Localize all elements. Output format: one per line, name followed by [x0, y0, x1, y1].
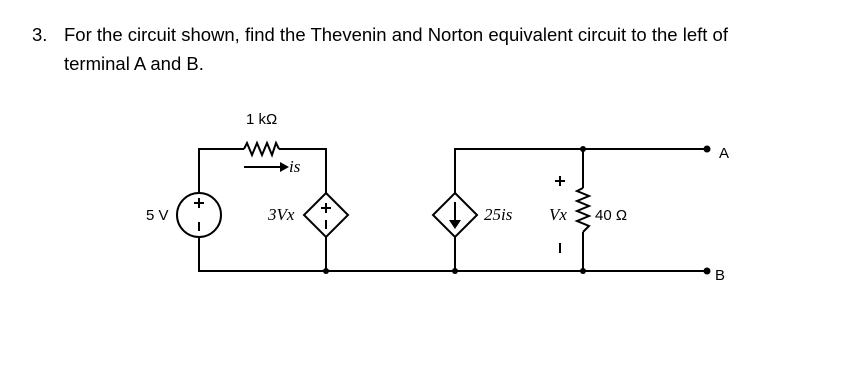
dep-voltage-source-label: 3Vx [268, 205, 295, 224]
current-is-arrowhead [280, 162, 289, 172]
dep-current-arrowhead [449, 220, 461, 229]
problem-text-line-2: terminal A and B. [64, 53, 204, 74]
wire-left-top [199, 149, 244, 193]
node-dot [323, 268, 329, 274]
terminal-a-dot [704, 146, 711, 153]
resistor-1k [244, 143, 279, 155]
problem-text-line-1: For the circuit shown, find the Thevenin and Norton equivalent circuit to the left of [64, 24, 728, 45]
problem-number: 3. [32, 24, 48, 45]
voltage-source-label: 5 V [146, 207, 169, 224]
node-dot [452, 268, 458, 274]
node-dot [580, 268, 586, 274]
dependent-voltage-source [304, 193, 348, 237]
resistor-40-label: 40 Ω [595, 207, 628, 224]
node-dot [580, 146, 586, 152]
dep-current-source-label: 25is [484, 205, 513, 224]
wire-left-bottom [199, 237, 705, 271]
resistor-40 [577, 188, 589, 232]
vx-label: Vx [549, 205, 567, 224]
wire-right-top [455, 149, 705, 193]
terminal-b-label: B [715, 267, 726, 284]
current-is-label: is [289, 157, 301, 176]
terminal-b-dot [704, 268, 711, 275]
wire-r1-right [279, 149, 326, 193]
terminal-a-label: A [719, 145, 730, 162]
resistor-1k-label: 1 kΩ [246, 111, 278, 128]
